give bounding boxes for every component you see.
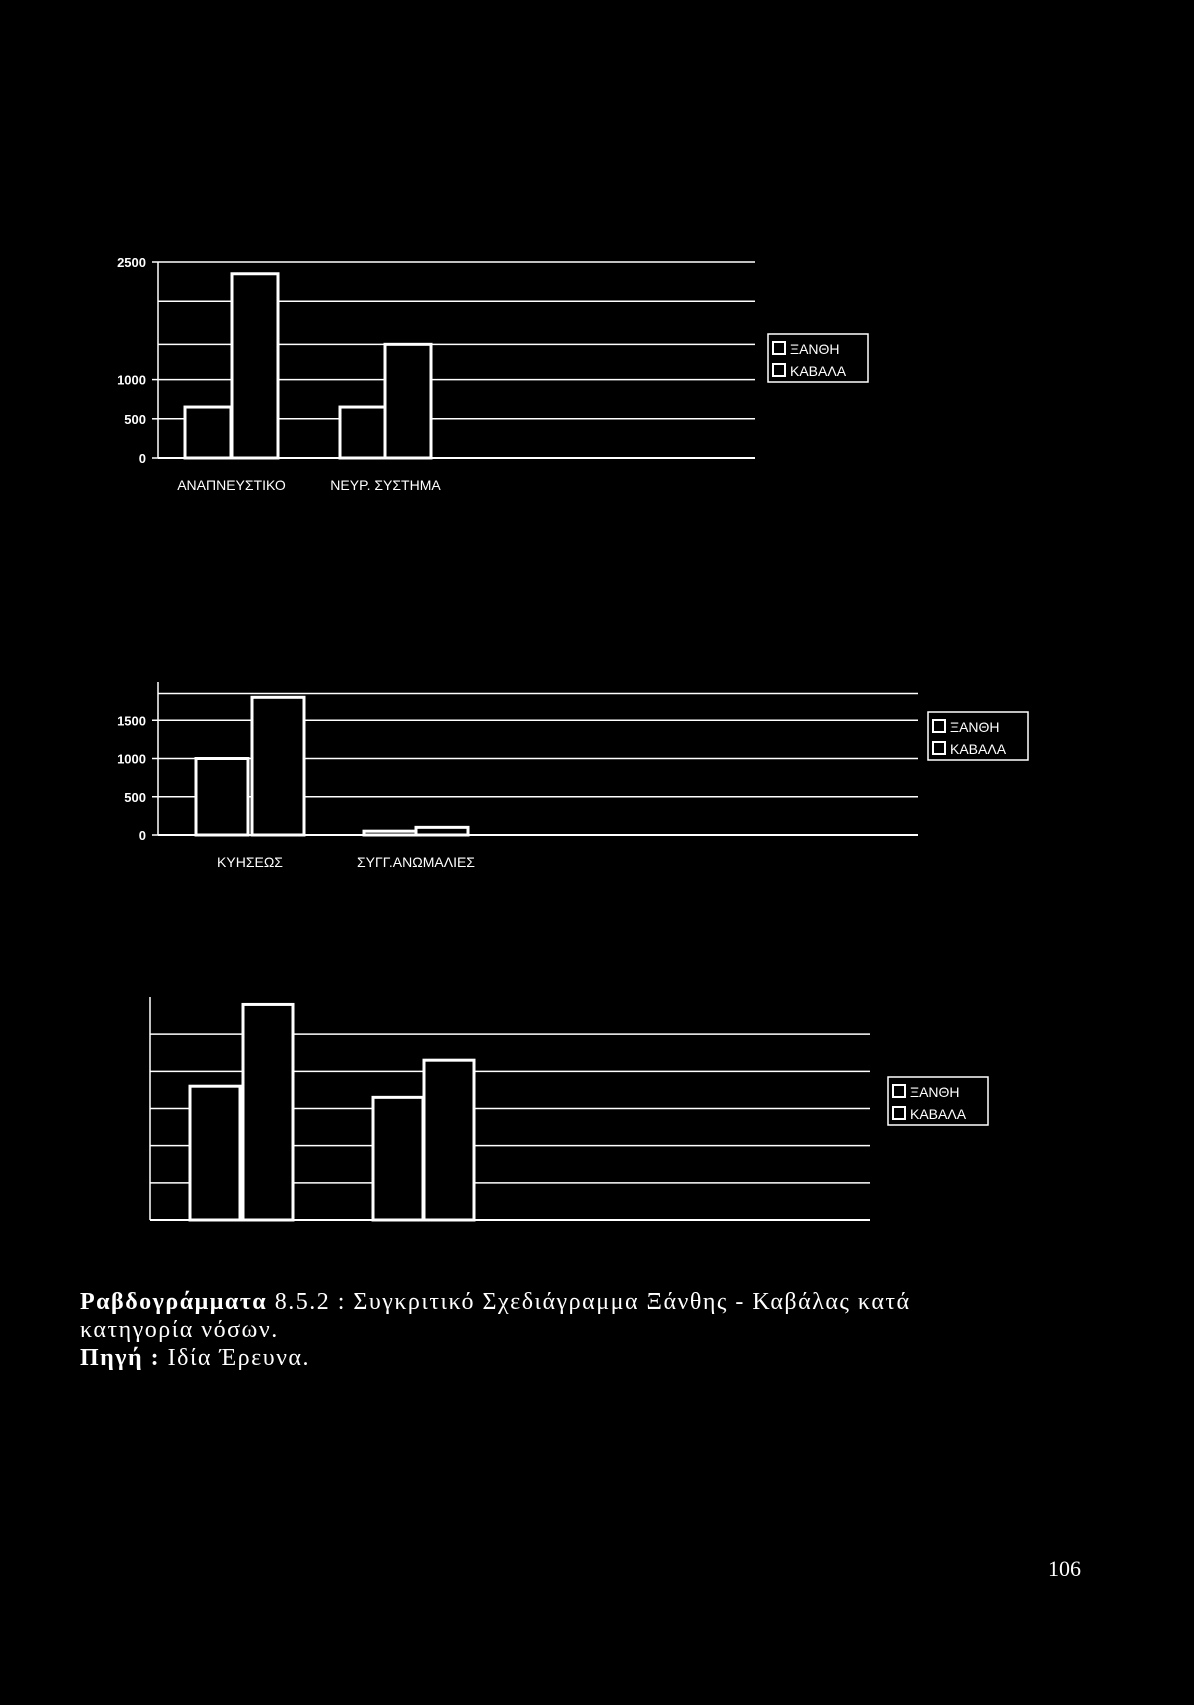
y-tick-label: 1000 [117,751,146,767]
category-label: ΑΝΑΠΝΕΥΣΤΙΚΟ [177,477,286,493]
y-tick-label: 2500 [117,255,146,270]
legend-swatch [933,720,945,732]
caption-line-1 [80,1288,1140,1316]
chart-respiratory-nervous [0,250,1194,510]
caption-text: 8.5.2 : Συγκριτικό Σχεδιάγραμμα Ξάνθης - Καβάλας κατά [267,1289,911,1315]
figure-caption [80,1288,1140,1372]
y-tick-label: 1500 [117,713,146,729]
legend-swatch [773,342,785,354]
category-label: ΝΕΥΡ. ΣΥΣΤΗΜΑ [330,477,441,493]
legend-swatch [773,364,785,376]
legend-label: ΚΑΒΑΛΑ [910,1106,967,1122]
bar [190,1086,240,1220]
chart-pregnancy-anomalies [0,630,1194,870]
legend-swatch [893,1085,905,1097]
legend-label: ΞΑΝΘΗ [910,1084,960,1100]
legend-label: ΚΑΒΑΛΑ [790,363,847,379]
legend-swatch [893,1107,905,1119]
source-text: Ιδία Έρευνα. [160,1345,311,1371]
bar [385,344,431,458]
y-tick-label: 0 [138,828,146,843]
legend [928,712,1028,760]
legend [888,1077,988,1125]
caption-source [80,1344,1140,1372]
category-label: ΣΥΓΓ.ΑΝΩΜΑΛΙΕΣ [357,854,475,870]
bar [416,827,468,835]
bar [243,1004,293,1220]
source-label: Πηγή : [80,1345,161,1371]
bar [252,697,304,835]
y-tick-label: 500 [124,789,146,805]
legend-label: ΞΑΝΘΗ [950,719,1000,735]
bar [364,831,416,835]
y-tick-label: 0 [138,451,146,466]
bar [340,407,386,458]
bar [196,759,248,836]
page-number: 106 [1048,1556,1081,1581]
chart-unlabeled [0,985,1194,1225]
bar [424,1060,474,1220]
y-tick-label: 500 [124,411,146,427]
legend [768,334,868,382]
caption-line-2: κατηγορία νόσων. [80,1317,279,1343]
legend-label: ΞΑΝΘΗ [790,341,840,357]
category-label: ΚΥΗΣΕΩΣ [217,854,283,870]
bar [185,407,231,458]
bar [373,1097,423,1220]
caption-label: Ραβδογράμματα [80,1289,268,1315]
bar [232,274,278,458]
legend-label: ΚΑΒΑΛΑ [950,741,1007,757]
legend-swatch [933,742,945,754]
y-tick-label: 1000 [117,372,146,388]
